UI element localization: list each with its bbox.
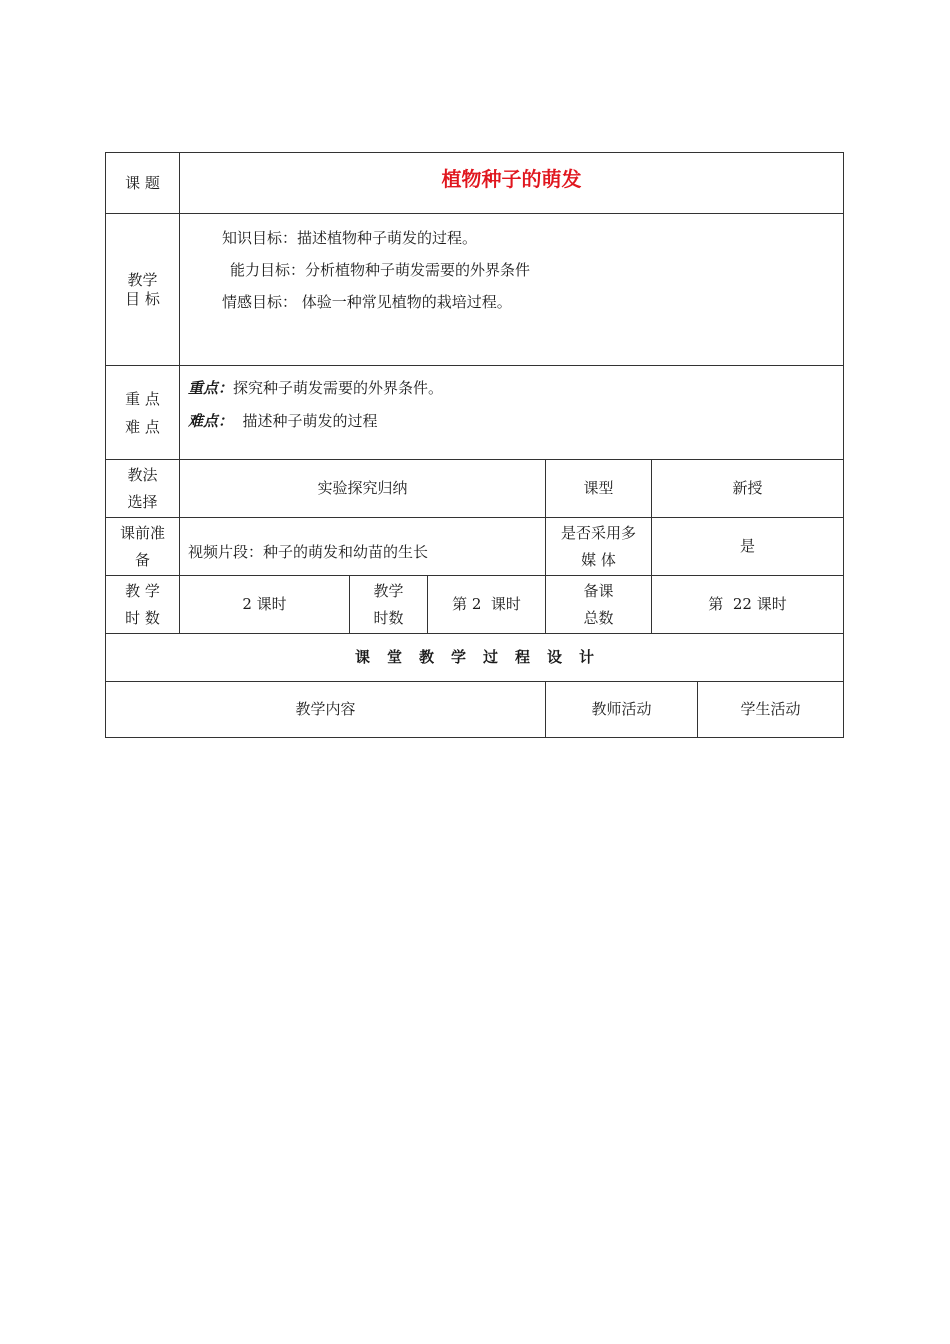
lesson-type-value: 新授	[652, 460, 844, 518]
method-value: 实验探究归纳	[180, 460, 546, 518]
emotion-goal: 情感目标： 体验一种常见植物的栽培过程。	[222, 293, 512, 311]
hard-point: 难点： 描述种子萌发的过程	[188, 412, 378, 430]
goals-content	[180, 214, 844, 366]
hours-row	[106, 576, 844, 634]
content-column-header: 教学内容	[106, 682, 546, 738]
method-label: 教法 选择	[106, 460, 180, 518]
method-row	[106, 460, 844, 518]
total-lessons-value: 第 22 课时	[652, 576, 844, 634]
ability-goal: 能力目标：分析植物种子萌发需要的外界条件	[230, 261, 531, 279]
topic-row	[106, 153, 844, 214]
key-point: 重点：探究种子萌发需要的外界条件。	[188, 379, 444, 397]
lesson-plan-table	[105, 152, 844, 738]
keys-content	[180, 366, 844, 460]
multimedia-value: 是	[652, 518, 844, 576]
goals-label: 教学 目 标	[106, 214, 180, 366]
prep-value: 视频片段：种子的萌发和幼苗的生长	[180, 518, 546, 576]
knowledge-goal: 知识目标：描述植物种子萌发的过程。	[222, 229, 478, 247]
lesson-type-label: 课型	[546, 460, 652, 518]
columns-row	[106, 682, 844, 738]
teaching-hours-label: 教学 时数	[350, 576, 428, 634]
prep-label: 课前准 备	[106, 518, 180, 576]
hours-value: 2 课时	[180, 576, 350, 634]
keys-row	[106, 366, 844, 460]
prep-row	[106, 518, 844, 576]
design-title: 课堂教学过程设计	[106, 634, 844, 682]
teaching-hours-value: 第 2 课时	[428, 576, 546, 634]
total-lessons-label: 备课 总数	[546, 576, 652, 634]
keys-label: 重 点 难 点	[106, 366, 180, 460]
design-row	[106, 634, 844, 682]
hours-label: 教 学 时 数	[106, 576, 180, 634]
teacher-column-header: 教师活动	[546, 682, 698, 738]
goals-row	[106, 214, 844, 366]
lesson-title: 植物种子的萌发	[180, 153, 844, 214]
topic-label: 课 题	[106, 153, 180, 214]
multimedia-label: 是否采用多 媒 体	[546, 518, 652, 576]
student-column-header: 学生活动	[698, 682, 844, 738]
